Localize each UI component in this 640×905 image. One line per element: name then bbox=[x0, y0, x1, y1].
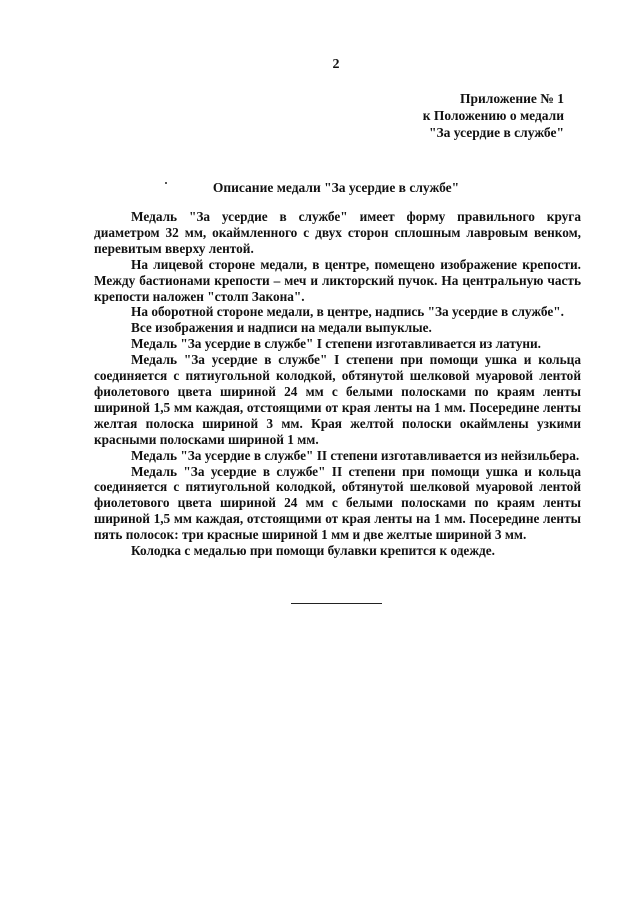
paragraph-first-class-ribbon: Медаль "За усердие в службе" I степени при помощи ушка и кольца соединяется с пятиугольной колодкой, обтянутой шелковой муаровой лентой фиолетового цвета шириной 24 мм с белыми полосками по краям ленты шириной 1,5 мм каждая, отстоящими от края ленты на 1 мм. Посередине ленты желтая полоска шириной 3 мм. Края желтой полоски окаймлены узкими красными полосками шириной 1 мм. bbox=[94, 352, 581, 447]
appendix-medal-name: "За усердие в службе" bbox=[428, 125, 564, 140]
document-body bbox=[94, 209, 581, 559]
paragraph-attachment: Колодка с медалью при помощи булавки крепится к одежде. bbox=[131, 543, 495, 559]
paragraph-second-class-ribbon: Медаль "За усердие в службе" II степени при помощи ушка и кольца соединяется с пятиугольной колодкой, обтянутой шелковой муаровой лентой фиолетового цвета шириной 24 мм с белыми полосками по краям ленты шириной 1,5 мм каждая, отстоящими от края ленты на 1 мм. Посередине ленты пять полосок: три красные шириной 1 мм и две желтые шириной 3 мм. bbox=[94, 463, 581, 543]
appendix-reference bbox=[423, 90, 564, 141]
paragraph-first-class-material: Медаль "За усердие в службе" I степени изготавливается из латуни. bbox=[131, 336, 541, 352]
paragraph-second-class-material: Медаль "За усердие в службе" II степени изготавливается из нейзильбера. bbox=[131, 447, 580, 463]
appendix-number: Приложение № 1 bbox=[460, 91, 564, 106]
paragraph-obverse: На лицевой стороне медали, в центре, помещено изображение крепости. Между бастионами крепости – меч и ликторский пучок. На центральную часть крепости наложен "столп Закона". bbox=[94, 256, 581, 304]
page-number: 2 bbox=[332, 57, 340, 72]
closing-divider bbox=[291, 603, 382, 604]
paragraph-shape: Медаль "За усердие в службе" имеет форму правильного круга диаметром 32 мм, окаймленного с двух сторон сплошным лавровым венком, перевитым вверху лентой. bbox=[94, 209, 581, 256]
paragraph-relief: Все изображения и надписи на медали выпуклые. bbox=[131, 320, 432, 336]
paragraph-reverse: На оборотной стороне медали, в центре, надпись "За усердие в службе". bbox=[131, 304, 564, 320]
document-title: Описание медали "За усердие в службе" bbox=[212, 180, 460, 195]
appendix-regulation: к Положению о медали bbox=[422, 108, 564, 123]
